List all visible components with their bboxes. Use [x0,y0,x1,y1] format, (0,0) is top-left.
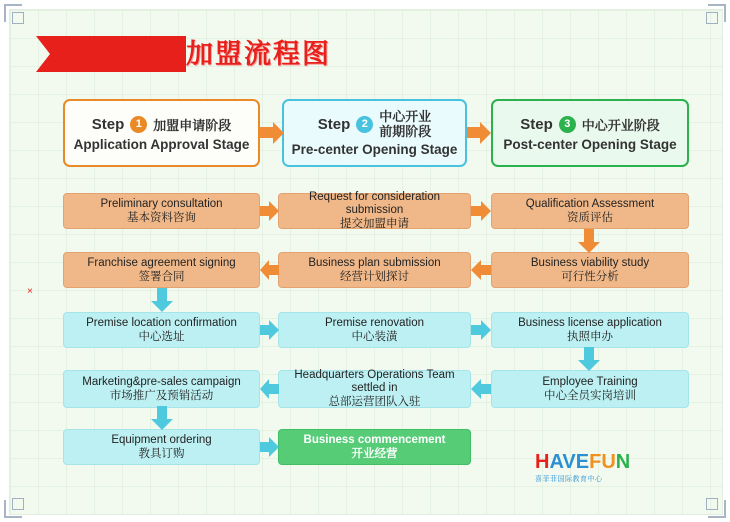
box-label-en: Business viability study [530,256,650,269]
process-box-equipment-ordering [63,429,260,465]
step-3-label-cn: 中心开业阶段 [581,117,660,133]
arrow-row2-mid-to-left [260,260,279,280]
arrow-right-col-row3-to-row4 [578,347,600,371]
box-label-cn: 基本资料咨询 [127,211,196,224]
step-2-number: 2 [356,116,373,133]
step-header-3 [491,99,689,167]
arrow-row3-mid-to-right [471,320,491,340]
step-3-word: Step [520,115,553,133]
process-box-qualification-assessment [491,193,689,229]
process-box-business-license-application [491,312,689,348]
box-label-cn: 可行性分析 [561,270,619,283]
registration-tick: × [27,286,33,297]
step-2-label-en: Pre-center Opening Stage [291,142,458,157]
logo-letter-f: F [589,451,602,473]
process-box-employee-training [491,370,689,408]
box-label-cn: 执照申办 [567,330,613,343]
process-box-preliminary-consultation [63,193,260,229]
arrow-row1-left-to-mid [260,201,279,221]
brand-logo [535,452,657,486]
step-1-word: Step [91,115,125,133]
box-label-cn: 签署合同 [138,270,185,283]
box-label-cn: 中心全员实岗培训 [544,389,636,402]
box-label-en: Business plan submission [308,256,441,269]
box-label-en: Equipment ordering [111,433,212,446]
registration-mark-bottom-left [12,498,24,510]
registration-mark-top-right [706,12,718,24]
arrow-left-col-row2-to-row3 [151,288,173,312]
title-banner-shape [36,36,186,72]
process-box-headquarters-operations-team [278,370,471,408]
box-label-en: Premise location confirmation [86,316,237,329]
box-label-en: Franchise agreement signing [87,256,236,269]
step-3-number: 3 [559,116,576,133]
box-label-cn: 教具订购 [138,447,185,460]
registration-mark-top-left [12,12,24,24]
box-label-cn: 提交加盟申请 [340,218,409,230]
logo-letter-n: N [615,451,631,473]
process-box-business-viability-study [491,252,689,288]
logo-letter-a: A [549,451,563,473]
box-label-cn: 开业经营 [351,447,398,460]
step-2-label-cn-line2: 前期阶段 [379,124,432,139]
logo-letter-v: V [562,451,576,473]
box-label-cn: 中心装潢 [351,330,398,343]
arrow-row4-mid-to-left [260,379,279,399]
process-box-business-commencement [278,429,471,465]
step-2-word: Step [317,115,351,133]
process-box-premise-renovation [278,312,471,348]
process-box-request-submission [278,193,471,229]
logo-subtitle: 喜菲菲国际教育中心 [535,476,603,483]
box-label-en: Qualification Assessment [525,197,655,210]
arrow-row4-right-to-mid [471,379,491,399]
logo-letter-e: E [575,451,590,473]
arrow-step2-to-step3 [467,122,491,144]
process-box-franchise-agreement-signing [63,252,260,288]
box-label-cn: 市场推广及预销活动 [109,389,214,402]
step-header-2 [282,99,467,167]
process-box-business-plan-submission [278,252,471,288]
step-1-label-en: Application Approval Stage [73,136,250,152]
box-label-cn: 总部运营团队入驻 [328,396,421,408]
arrow-row2-right-to-mid [471,260,491,280]
box-label-en: Business license application [518,316,662,329]
box-label-en: Headquarters Operations Team settled in [294,369,455,394]
box-label-cn: 中心选址 [138,330,185,343]
box-label-en: Request for consideration submission [308,191,441,216]
logo-letter-u: U [601,451,616,473]
step-header-1 [63,99,260,167]
arrow-row3-left-to-mid [260,320,279,340]
step-1-label-cn: 加盟申请阶段 [153,117,232,133]
step-3-label-en: Post-center Opening Stage [503,136,677,152]
arrow-step1-to-step2 [260,122,284,144]
arrow-right-col-row1-to-row2 [578,229,600,253]
arrow-row5-left-to-commencement [260,437,279,457]
box-label-en: Employee Training [542,375,638,388]
arrow-left-col-row4-to-row5 [151,406,173,430]
step-1-number: 1 [130,116,147,133]
box-label-en: Marketing&pre-sales campaign [82,375,241,388]
process-box-premise-location-confirmation [63,312,260,348]
page-title: 加盟流程图 [186,39,331,69]
logo-letter-h: H [535,451,550,473]
box-label-en: Premise renovation [324,316,425,329]
registration-mark-bottom-right [706,498,718,510]
box-label-cn: 经营计划探讨 [340,270,409,283]
box-label-en: Preliminary consultation [100,197,223,210]
arrow-row1-mid-to-right [471,201,491,221]
box-label-en: Business commencement [303,433,446,446]
process-box-marketing-presales-campaign [63,370,260,408]
box-label-cn: 资质评估 [567,211,613,224]
step-2-label-cn-line1: 中心开业 [379,109,432,124]
